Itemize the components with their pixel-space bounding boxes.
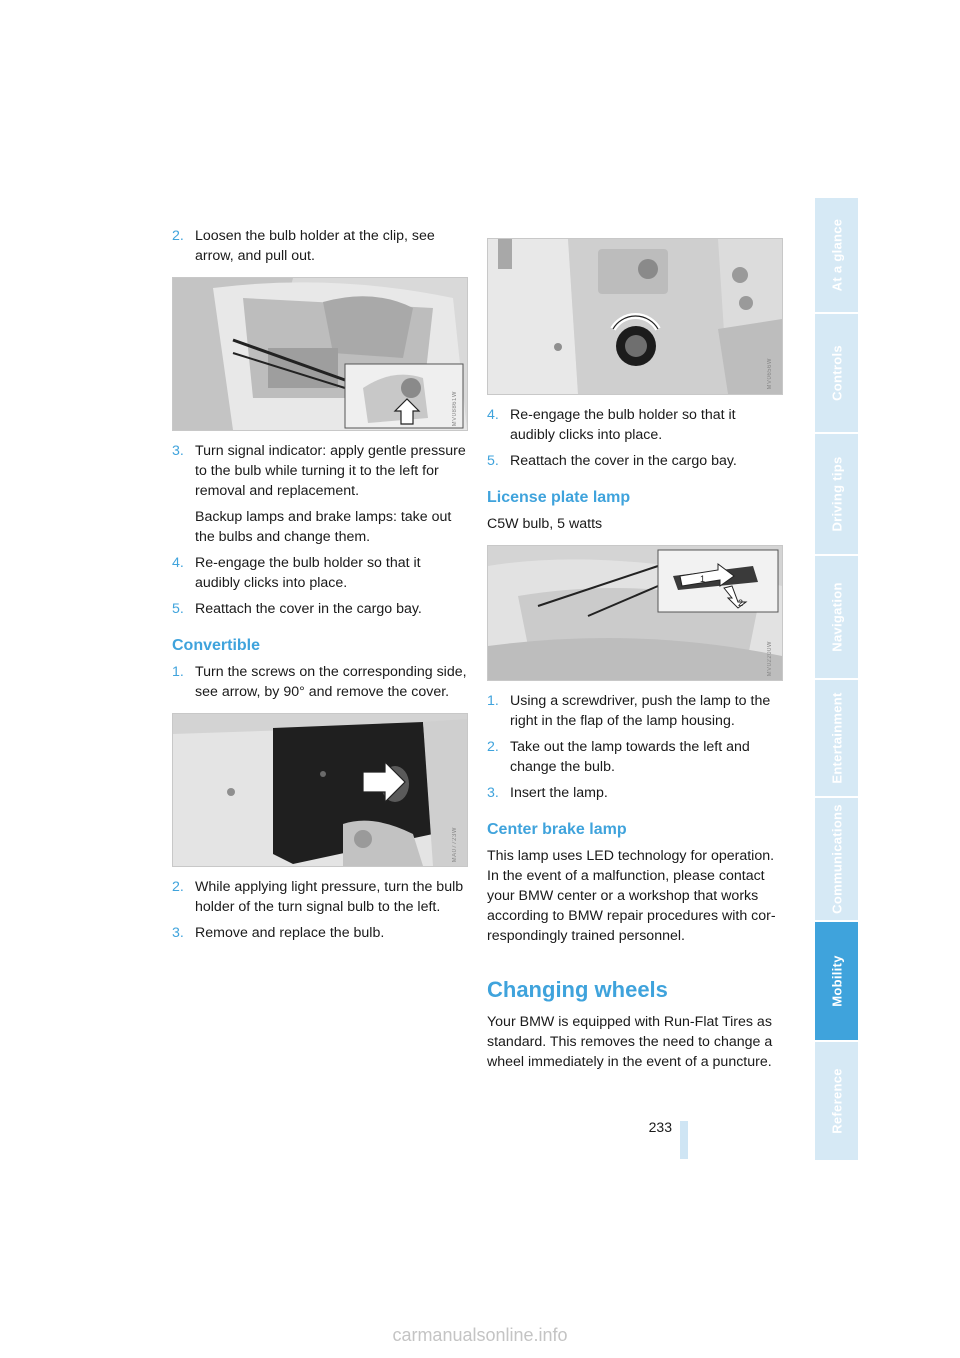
step-number: 3. (172, 443, 184, 459)
tab-navigation[interactable] (815, 556, 858, 680)
convertible-cover-illustration (173, 714, 467, 866)
license-step-1 (487, 691, 783, 731)
step-number: 5. (487, 453, 499, 469)
watermark: carmanualsonline.info (392, 1325, 568, 1345)
figure-code: MV02200W (767, 640, 773, 676)
step-text: Insert the lamp. (510, 785, 608, 801)
step-3-extra: Backup lamps and brake lamps: take out the bulbs and change them. (195, 509, 452, 545)
convertible-step-1 (172, 662, 468, 702)
step-number: 4. (487, 407, 499, 423)
right-step-5 (487, 451, 783, 471)
step-number: 3. (172, 925, 184, 941)
convertible-step-3 (172, 923, 468, 943)
figure-license-plate-lamp (487, 545, 783, 681)
page-number-bar (680, 1121, 688, 1159)
license-plate-illustration (488, 546, 782, 680)
step-text: Take out the lamp towards the left and change the bulb. (510, 739, 750, 775)
tab-at-a-glance[interactable] (815, 198, 858, 314)
convertible-step-2 (172, 877, 468, 917)
left-column (172, 226, 468, 949)
tab-label: Driving tips (829, 456, 844, 532)
heading-convertible: Convertible (172, 637, 261, 654)
step-number: 1. (172, 664, 184, 680)
figure-cargo-bay-bulb-holder (172, 277, 468, 431)
step-number: 2. (172, 879, 184, 895)
page-number: 233 (648, 1119, 672, 1135)
step-text: Reattach the cover in the cargo bay. (510, 453, 737, 469)
tab-controls[interactable] (815, 314, 858, 434)
heading-license-plate-lamp: License plate lamp (487, 489, 631, 506)
figure-convertible-cover (172, 713, 468, 867)
license-step-3 (487, 783, 783, 803)
center-brake-text: This lamp uses LED technology for operation. In the event of a malfunction, please contact your BMW center or a workshop that works according to BMW repair procedures with cor-respondingly trained personnel. (487, 848, 776, 944)
step-text: Re-engage the bulb holder so that it audibly clicks into place. (195, 555, 421, 591)
figure-code: MA07723W (452, 826, 458, 862)
step-4 (172, 553, 468, 593)
tab-label: Reference (829, 1068, 844, 1134)
figure-bulb-holder-rotate (487, 238, 783, 395)
step-text: While applying light pressure, turn the bulb holder of the turn signal bulb to the left. (195, 879, 464, 915)
step-text: Turn the screws on the corresponding side, see arrow, by 90° and remove the cover. (195, 664, 467, 700)
changing-wheels-text: Your BMW is equipped with Run-Flat Tires as standard. This removes the need to change a wheel immediately in the event of a puncture. (487, 1014, 773, 1070)
figure-code: MV0656W (767, 358, 773, 390)
bulb-holder-illustration (488, 239, 782, 394)
step-number: 3. (487, 785, 499, 801)
tab-reference[interactable] (815, 1042, 858, 1162)
step-text: Re-engage the bulb holder so that it audibly clicks into place. (510, 407, 736, 443)
license-plate-subtitle: C5W bulb, 5 watts (487, 516, 603, 532)
tab-label: Entertainment (829, 692, 844, 784)
step-number: 4. (172, 555, 184, 571)
step-text: Using a screwdriver, push the lamp to the right in the flap of the lamp housing. (510, 693, 771, 729)
tab-mobility[interactable] (815, 922, 858, 1042)
figure-code: MV08861W (452, 390, 458, 426)
step-number: 2. (487, 739, 499, 755)
tab-entertainment[interactable] (815, 680, 858, 798)
tab-communications[interactable] (815, 798, 858, 922)
step-number: 5. (172, 601, 184, 617)
heading-changing-wheels: Changing wheels (487, 977, 668, 1002)
heading-center-brake-lamp: Center brake lamp (487, 821, 627, 838)
step-5 (172, 599, 468, 619)
step-number: 1. (487, 693, 499, 709)
right-column (487, 238, 783, 1078)
step-text: Turn signal indicator: apply gentle pressure to the bulb while turning it to the left for removal and replacement. (195, 443, 466, 499)
svg-text:1: 1 (700, 574, 706, 584)
svg-text:2: 2 (738, 598, 744, 608)
tab-driving-tips[interactable] (815, 434, 858, 556)
right-step-4 (487, 405, 783, 445)
step-text: Loosen the bulb holder at the clip, see arrow, and pull out. (195, 228, 435, 264)
tab-label: Controls (829, 345, 844, 401)
license-step-2 (487, 737, 783, 777)
tab-label: Communications (829, 804, 844, 914)
tab-label: Mobility (829, 955, 844, 1007)
step-text: Remove and replace the bulb. (195, 925, 385, 941)
cargo-bay-illustration (173, 278, 467, 430)
section-tabs (815, 198, 858, 1162)
step-number: 2. (172, 228, 184, 244)
step-3 (172, 441, 468, 501)
step-2 (172, 226, 468, 266)
tab-label: At a glance (829, 218, 844, 292)
step-text: Reattach the cover in the cargo bay. (195, 601, 422, 617)
tab-label: Navigation (829, 582, 844, 652)
